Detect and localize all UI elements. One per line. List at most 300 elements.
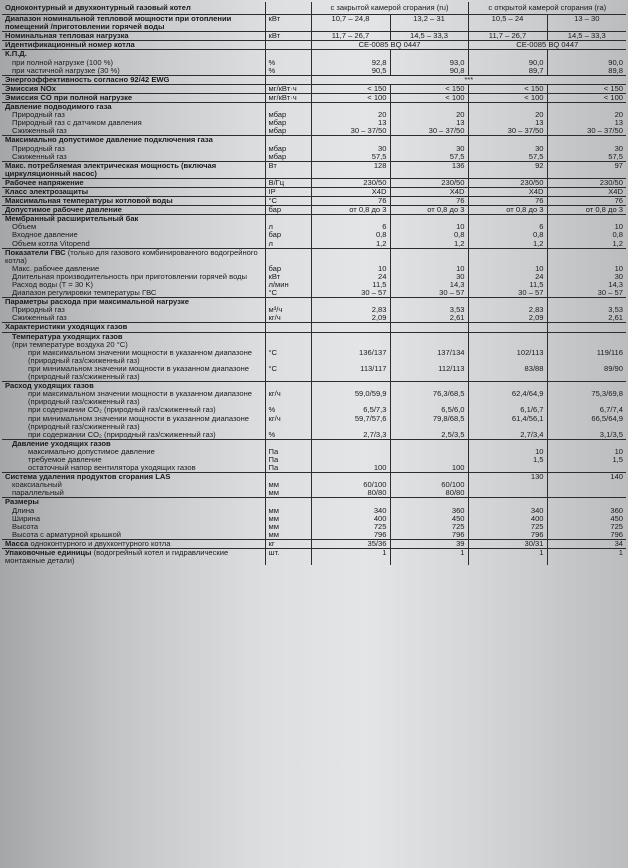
value-closed-24: 136/137	[311, 349, 390, 365]
value-closed-30: от 0,8 до 3	[390, 206, 468, 215]
value-closed-24: 30	[311, 145, 390, 153]
value-open-24: 10	[468, 265, 547, 273]
value-open-30: 89,8	[547, 67, 626, 76]
value-open-30: 75,3/69,8	[547, 390, 626, 406]
row-unit: мм	[265, 489, 311, 498]
value-open-24: < 100	[468, 93, 547, 102]
row-label: Макс. рабочее давление	[12, 264, 100, 273]
row-label: Объем	[12, 223, 37, 232]
row-label-rest: (только для газового комбинированного водогрейного котла)	[5, 248, 258, 265]
table-row	[2, 281, 626, 289]
row-unit: кВт	[265, 15, 311, 32]
value-closed-24: 92,8	[311, 59, 390, 67]
value-closed-30: 10	[390, 265, 468, 273]
table-row	[2, 507, 626, 515]
value-closed-30	[390, 439, 468, 448]
value-open-30	[547, 382, 626, 391]
value-closed-30: 1	[390, 549, 468, 566]
value-open-30: 57,5	[547, 153, 626, 162]
value-closed-24: 30 – 37/50	[311, 127, 390, 136]
row-unit: мбар	[265, 127, 311, 136]
table-row	[2, 306, 626, 314]
value-closed-24	[311, 498, 390, 507]
row-unit	[265, 103, 311, 112]
table-row	[2, 50, 626, 59]
value-open-30	[547, 136, 626, 145]
row-unit: кг/ч	[265, 314, 311, 323]
value-open-30: X4D	[547, 187, 626, 196]
value-open-24	[468, 481, 547, 489]
value-closed-30	[390, 298, 468, 307]
value-closed-24: X4D	[311, 187, 390, 196]
value-open-30	[547, 464, 626, 473]
row-label: Расход воды (T = 30 K)	[12, 281, 93, 289]
row-label	[2, 539, 265, 548]
row-unit	[265, 136, 311, 145]
row-label: Максимально допустимое давление подключения газа	[2, 136, 265, 145]
row-label: Температура уходящих газов	[2, 332, 265, 341]
row-label: при минимальном значении мощности в указанном диапазоне (природный газ/сжиженный газ)	[28, 414, 249, 431]
table-row	[2, 93, 626, 102]
value-closed-24	[311, 323, 390, 332]
row-unit: Вт	[265, 161, 311, 178]
value-open-24: 230/50	[468, 178, 547, 187]
row-label: при содержании CO₂ (природный газ/сжиженный газ)	[28, 406, 216, 415]
value-open-24: 340	[468, 507, 547, 515]
row-unit: м³/ч	[265, 306, 311, 314]
table-row	[2, 153, 626, 162]
row-unit	[265, 332, 311, 341]
value-open-30	[547, 439, 626, 448]
value-open-30: < 100	[547, 93, 626, 102]
table-row	[2, 240, 626, 249]
value-closed-24: < 150	[311, 84, 390, 93]
value-closed-24: 30 – 57	[311, 289, 390, 298]
value-open-24	[468, 498, 547, 507]
value-open-30: 140	[547, 473, 626, 482]
row-label: Природный газ	[12, 144, 65, 153]
value-open-24: 1	[468, 549, 547, 566]
row-label: Сжиженный газ	[12, 152, 67, 161]
value-closed-24: 11,5	[311, 281, 390, 289]
row-unit: °C	[265, 289, 311, 298]
value-closed-30: 2,61	[390, 314, 468, 323]
value-closed-30	[390, 248, 468, 265]
value-closed-24: < 100	[311, 93, 390, 102]
row-unit	[265, 215, 311, 224]
value-open-24: 13	[468, 119, 547, 127]
value-open-30	[547, 332, 626, 341]
value-closed-24: 6,5/7,3	[311, 406, 390, 414]
value-closed-30: 80/80	[390, 489, 468, 498]
value-closed-30: 30 – 37/50	[390, 127, 468, 136]
value-closed-30	[390, 103, 468, 112]
row-unit: л	[265, 223, 311, 231]
value-closed-24: 796	[311, 531, 390, 540]
value-closed-30	[390, 323, 468, 332]
row-label: при максимальном значении мощности в указанном диапазоне (природный газ/сжиженный газ)	[28, 390, 252, 407]
row-unit: В/Гц	[265, 178, 311, 187]
value-open-24	[468, 341, 547, 349]
value-closed-24	[311, 456, 390, 464]
table-row	[2, 498, 626, 507]
value-closed-24	[311, 382, 390, 391]
value-open-24: 11,5	[468, 281, 547, 289]
value-closed-30: 796	[390, 531, 468, 540]
table-row	[2, 341, 626, 349]
table-row	[2, 481, 626, 489]
row-unit: %	[265, 67, 311, 76]
table-row	[2, 187, 626, 196]
table-row	[2, 523, 626, 531]
table-row	[2, 223, 626, 231]
row-label: Высота	[12, 522, 39, 531]
row-unit: кВт	[265, 32, 311, 41]
value-closed-30: < 150	[390, 84, 468, 93]
row-label: Энергоэффективность согласно 92/42 EWG	[2, 75, 265, 84]
row-label: Сжиженный газ	[12, 127, 67, 136]
row-label: Мембранный расширительный бак	[2, 215, 265, 224]
value-open-30	[547, 341, 626, 349]
value-open-24: 30 – 37/50	[468, 127, 547, 136]
table-row	[2, 41, 626, 50]
value-open-30	[547, 50, 626, 59]
value-closed-24: 230/50	[311, 178, 390, 187]
table-row	[2, 406, 626, 414]
group-header-closed-chamber: с закрытой камерой сгорания (ru)	[311, 2, 468, 15]
value-closed-24: 128	[311, 161, 390, 178]
table-row	[2, 119, 626, 127]
table-row	[2, 32, 626, 41]
value-open-24	[468, 439, 547, 448]
value-open-30: 3,1/3,5	[547, 431, 626, 440]
row-unit: мм	[265, 481, 311, 489]
row-unit: бар	[265, 265, 311, 273]
table-row	[2, 489, 626, 498]
table-header-row	[2, 2, 626, 15]
value-open-24: 90,0	[468, 59, 547, 67]
table-row	[2, 332, 626, 341]
value-open-24: 0,8	[468, 231, 547, 239]
value-closed-30: 30 – 57	[390, 289, 468, 298]
value-open-24: 92	[468, 161, 547, 178]
value-closed-30: 6,5/6,0	[390, 406, 468, 414]
row-label-bold: Масса	[5, 539, 29, 548]
row-unit: Па	[265, 456, 311, 464]
value-open-24: 6	[468, 223, 547, 231]
value-all-models: ***	[311, 75, 626, 84]
row-label: Рабочее напряжение	[2, 178, 265, 187]
value-closed-24	[311, 341, 390, 349]
row-unit: мм	[265, 531, 311, 540]
value-open-24	[468, 248, 547, 265]
value-closed-30: 76	[390, 197, 468, 206]
row-label: при частичной нагрузке (30 %)	[12, 66, 120, 75]
row-unit: мбар	[265, 119, 311, 127]
value-open-24	[468, 298, 547, 307]
row-label: требуемое давление	[28, 455, 102, 464]
table-row	[2, 206, 626, 215]
group-header-open-chamber: с открытой камерой сгорания (ra)	[468, 2, 626, 15]
row-label: максимально допустимое давление	[28, 447, 155, 456]
row-label-bold: Показатели ГВС	[5, 248, 66, 257]
value-open-24: 6,1/6,7	[468, 406, 547, 414]
value-open-24: 130	[468, 473, 547, 482]
row-label: Диапазон номинальной тепловой мощности при отоплении помещений /приготовлении горячей воды	[2, 15, 265, 32]
row-unit: бар	[265, 206, 311, 215]
row-label: Макс. потребляемая электрическая мощность (включая циркуляционный насос)	[2, 161, 265, 178]
value-open-30	[547, 489, 626, 498]
value-closed-30: 14,3	[390, 281, 468, 289]
value-closed-30: 14,5 – 33,3	[390, 32, 468, 41]
row-unit	[265, 50, 311, 59]
value-open-24	[468, 464, 547, 473]
table-row	[2, 298, 626, 307]
row-label: Характеристики уходящих газов	[2, 323, 265, 332]
value-closed-24	[311, 103, 390, 112]
table-row	[2, 84, 626, 93]
row-label: Длительная производительность при приготовлении горячей воды	[12, 272, 248, 281]
value-closed-30: 76,3/68,5	[390, 390, 468, 406]
row-unit: мбар	[265, 145, 311, 153]
row-label: Сжиженный газ	[12, 314, 67, 323]
value-closed-30: 136	[390, 161, 468, 178]
value-closed-30: 10	[390, 223, 468, 231]
value-open-24: 76	[468, 197, 547, 206]
table-row	[2, 456, 626, 464]
value-open-24: 24	[468, 273, 547, 281]
value-open-24: 83/88	[468, 365, 547, 382]
table-row	[2, 464, 626, 473]
value-closed-24	[311, 448, 390, 456]
row-unit: кг/ч	[265, 415, 311, 431]
value-closed-24: 76	[311, 197, 390, 206]
value-open-24: 796	[468, 531, 547, 540]
table-row	[2, 448, 626, 456]
value-open-24: 2,83	[468, 306, 547, 314]
row-label: Природный газ	[12, 111, 65, 120]
value-open-24: 725	[468, 523, 547, 531]
value-closed-24: 340	[311, 507, 390, 515]
table-row	[2, 365, 626, 382]
value-closed-30: 60/100	[390, 481, 468, 489]
table-row	[2, 273, 626, 281]
row-unit: мг/кВт·ч	[265, 93, 311, 102]
value-open-30: 10	[547, 448, 626, 456]
row-label: Давление уходящих газов	[2, 439, 265, 448]
row-label	[2, 248, 265, 265]
value-closed-30: 93,0	[390, 59, 468, 67]
table-row	[2, 111, 626, 119]
value-closed-30: 725	[390, 523, 468, 531]
row-unit: бар	[265, 231, 311, 239]
row-unit: Па	[265, 448, 311, 456]
table-row	[2, 349, 626, 365]
table-row	[2, 439, 626, 448]
table-row	[2, 323, 626, 332]
value-closed-24: 2,7/3,3	[311, 431, 390, 440]
value-open-30: 76	[547, 197, 626, 206]
value-closed-30: 30	[390, 273, 468, 281]
value-closed-24	[311, 50, 390, 59]
value-closed-24: 80/80	[311, 489, 390, 498]
value-open-30: 89/90	[547, 365, 626, 382]
value-open-30: 10	[547, 223, 626, 231]
value-open-30: < 150	[547, 84, 626, 93]
row-unit: °C	[265, 365, 311, 382]
row-unit: кг	[265, 539, 311, 548]
value-closed-30: 100	[390, 464, 468, 473]
value-closed-30: 360	[390, 507, 468, 515]
table-row	[2, 415, 626, 431]
value-open-24: 2,09	[468, 314, 547, 323]
value-open-30: 360	[547, 507, 626, 515]
value-closed-24	[311, 439, 390, 448]
table-row	[2, 390, 626, 406]
table-row	[2, 145, 626, 153]
row-label: Размеры	[2, 498, 265, 507]
table-row	[2, 289, 626, 298]
row-label: Система удаления продуктов сгорания LAS	[2, 473, 265, 482]
value-open-30: 1,2	[547, 240, 626, 249]
value-open-30: 6,7/7,4	[547, 406, 626, 414]
row-unit	[265, 298, 311, 307]
value-open-24	[468, 215, 547, 224]
table-row	[2, 539, 626, 548]
value-open-30: 14,3	[547, 281, 626, 289]
table-title: Одноконтурный и двухконтурный газовый котел	[5, 3, 191, 12]
value-open-24: 89,7	[468, 67, 547, 76]
value-open-30: 2,61	[547, 314, 626, 323]
value-open-30	[547, 215, 626, 224]
row-unit: мбар	[265, 111, 311, 119]
row-label: Номинальная тепловая нагрузка	[2, 32, 265, 41]
row-label: (при температуре воздуха 20 °C)	[12, 340, 128, 349]
row-label: К.П.Д.	[2, 50, 265, 59]
value-open-24	[468, 382, 547, 391]
value-open-30	[547, 103, 626, 112]
row-label: Входное давление	[12, 231, 78, 240]
value-closed-24	[311, 473, 390, 482]
value-closed-24: 725	[311, 523, 390, 531]
value-closed-24: 1	[311, 549, 390, 566]
value-open-24	[468, 136, 547, 145]
table-row	[2, 248, 626, 265]
row-label	[2, 549, 265, 566]
table-row	[2, 215, 626, 224]
value-closed-24: 6	[311, 223, 390, 231]
row-unit: IP	[265, 187, 311, 196]
spec-table	[2, 2, 626, 565]
table-row	[2, 15, 626, 32]
row-label: параллельный	[12, 489, 64, 498]
row-label: Диапазон регулировки температуры ГВС	[12, 289, 157, 298]
value-open-24: 10,5 – 24	[468, 15, 547, 32]
value-open-30	[547, 248, 626, 265]
table-row	[2, 549, 626, 566]
table-row	[2, 515, 626, 523]
value-open-24	[468, 323, 547, 332]
row-unit: кВт	[265, 273, 311, 281]
value-open-30: 66,5/64,9	[547, 415, 626, 431]
row-unit	[265, 41, 311, 50]
row-unit: л	[265, 240, 311, 249]
value-open-24: 20	[468, 111, 547, 119]
table-row	[2, 103, 626, 112]
value-open-24	[468, 50, 547, 59]
table-row	[2, 197, 626, 206]
row-unit: шт.	[265, 549, 311, 566]
value-closed-30: 13,2 – 31	[390, 15, 468, 32]
value-open-30: 20	[547, 111, 626, 119]
value-open-30: 90,0	[547, 59, 626, 67]
value-open-30: 14,5 – 33,3	[547, 32, 626, 41]
table-row	[2, 531, 626, 540]
value-closed-30: 230/50	[390, 178, 468, 187]
value-closed-24: 10,7 – 24,8	[311, 15, 390, 32]
value-closed-24: 59,7/57,6	[311, 415, 390, 431]
row-label: Максимальная температуры котловой воды	[2, 197, 265, 206]
row-label: Давление подводимого газа	[2, 103, 265, 112]
value-closed-30: 39	[390, 539, 468, 548]
row-label: Идентификационный номер котла	[2, 41, 265, 50]
table-row	[2, 136, 626, 145]
value-closed-24: 0,8	[311, 231, 390, 239]
table-row	[2, 382, 626, 391]
value-closed-30: 3,53	[390, 306, 468, 314]
row-unit	[265, 75, 311, 84]
value-open-24: 61,4/56,1	[468, 415, 547, 431]
row-unit	[265, 382, 311, 391]
row-label: при полной нагрузке (100 %)	[12, 58, 113, 67]
value-open-30	[547, 481, 626, 489]
value-closed-30	[390, 215, 468, 224]
value-open-24: 10	[468, 448, 547, 456]
row-unit: л/мин	[265, 281, 311, 289]
value-open-24: 30 – 57	[468, 289, 547, 298]
value-open-24: 102/113	[468, 349, 547, 365]
value-closed-30	[390, 50, 468, 59]
row-unit	[265, 248, 311, 265]
table-row	[2, 231, 626, 239]
row-unit	[265, 323, 311, 332]
row-unit: %	[265, 406, 311, 414]
row-label: Природный газ с датчиком давления	[12, 119, 142, 128]
value-closed-30	[390, 456, 468, 464]
value-closed-30: 57,5	[390, 153, 468, 162]
row-unit: кг/ч	[265, 390, 311, 406]
row-label: при максимальном значении мощности в указанном диапазоне (природный газ/сжиженный газ)	[28, 348, 252, 365]
value-open-24: 30/31	[468, 539, 547, 548]
value-closed-24	[311, 298, 390, 307]
value-closed-24: 100	[311, 464, 390, 473]
value-open-30: 30	[547, 145, 626, 153]
value-open-30: 10	[547, 265, 626, 273]
value-closed-24: 90,5	[311, 67, 390, 76]
table-row	[2, 314, 626, 323]
value-closed-30: 79,8/68,5	[390, 415, 468, 431]
row-unit	[265, 498, 311, 507]
table-row	[2, 67, 626, 76]
row-unit: мг/кВт·ч	[265, 84, 311, 93]
row-unit: мм	[265, 507, 311, 515]
value-open-30: 30 – 57	[547, 289, 626, 298]
value-closed-24: 59,0/59,9	[311, 390, 390, 406]
value-closed-30	[390, 448, 468, 456]
value-closed-24: 11,7 – 26,7	[311, 32, 390, 41]
value-open-30: 1	[547, 549, 626, 566]
row-label: Длина	[12, 506, 35, 515]
